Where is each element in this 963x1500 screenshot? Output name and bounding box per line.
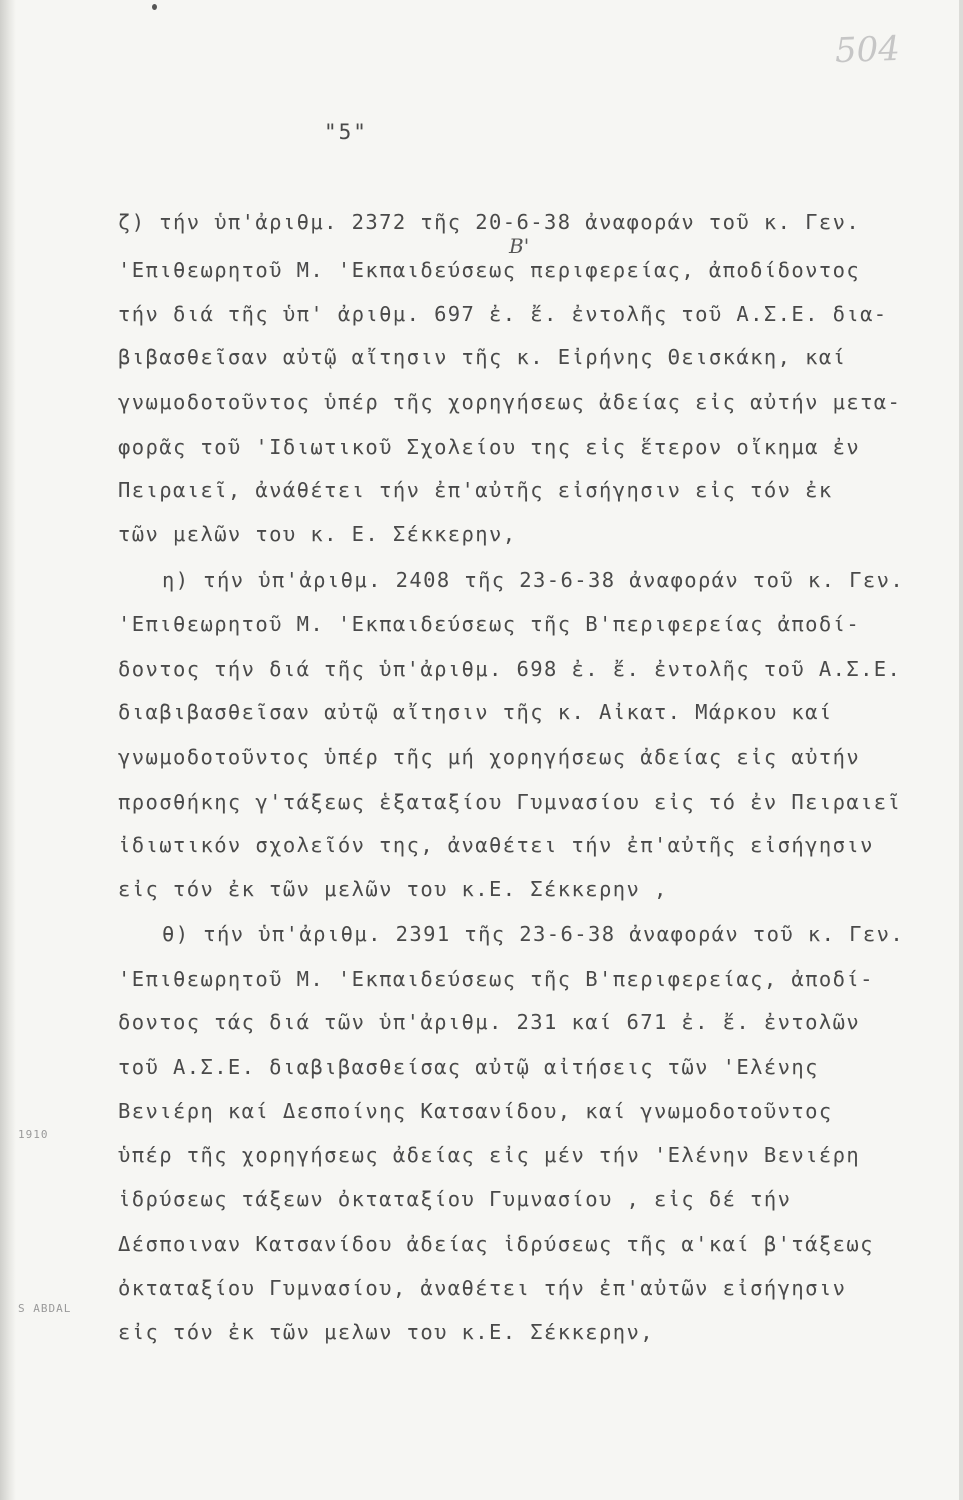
text-line: η) τήν ὑπ'ἀριθμ. 2408 τῆς 23-6-38 ἀναφοράν τοῦ κ. Γεν. — [162, 568, 905, 592]
text-line: ἰδιωτικόν σχολεῖόν της, ἀναθέτει τήν ἐπ'αὐτῆς εἰσήγησιν — [118, 833, 874, 857]
text-line: θ) τήν ὑπ'ἀριθμ. 2391 τῆς 23-6-38 ἀναφοράν τοῦ κ. Γεν. — [162, 922, 905, 946]
text-line: γνωμοδοτοῦντος ὑπέρ τῆς μή χορηγήσεως ἀδείας εἰς αὐτήν — [118, 745, 861, 769]
text-line: δοντος τήν διά τῆς ὑπ'ἀριθμ. 698 ἐ. ἔ. ἐντολῆς τοῦ Α.Σ.Ε. — [118, 657, 902, 681]
text-line: εἰς τόν ἐκ τῶν μελων του κ.Ε. Σέκκερην, — [118, 1320, 654, 1344]
text-line: προσθήκης γ'τάξεως ἑξαταξίου Γυμνασίου εἰς τό ἐν Πειραιεῖ — [118, 790, 902, 814]
binding-edge — [0, 0, 16, 1500]
ink-dot — [152, 4, 157, 10]
text-line: δοντος τάς διά τῶν ὑπ'ἀριθμ. 231 καί 671 ἐ. ἔ. ἐντολῶν — [118, 1010, 861, 1034]
margin-note: 1910 — [18, 1128, 49, 1141]
section-number: "5" — [324, 120, 368, 144]
text-line: ὑπέρ τῆς χορηγήσεως ἀδείας εἰς μέν τήν 'Ελένην Βενιέρη — [118, 1143, 861, 1167]
text-line: φορᾶς τοῦ 'Ιδιωτικοῦ Σχολείου της εἰς ἕτερον οἴκημα ἐν — [118, 435, 861, 459]
text-line: 'Επιθεωρητοῦ Μ. 'Εκπαιδεύσεως περιφερείας, ἀποδίδοντος — [118, 258, 861, 282]
text-line: τήν διά τῆς ὑπ' ἀριθμ. 697 ἐ. ἔ. ἐντολῆς τοῦ Α.Σ.Ε. δια- — [118, 302, 888, 326]
text-line: 'Επιθεωρητοῦ Μ. 'Εκπαιδεύσεως τῆς Β'περιφερείας ἀποδί- — [118, 612, 861, 636]
text-line: βιβασθεῖσαν αὐτῷ αἴτησιν τῆς κ. Εἰρήνης Θεισκάκη, καί — [118, 345, 847, 369]
text-line: τοῦ Α.Σ.Ε. διαβιβασθείσας αὐτῷ αἰτήσεις τῶν 'Ελένης — [118, 1055, 819, 1079]
text-line: Βενιέρη καί Δεσποίνης Κατσανίδου, καί γνωμοδοτοῦντος — [118, 1099, 833, 1123]
text-line: 'Επιθεωρητοῦ Μ. 'Εκπαιδεύσεως τῆς Β'περιφερείας, ἀποδί- — [118, 967, 874, 991]
text-line: διαβιβασθεῖσαν αὐτῷ αἴτησιν τῆς κ. Αἰκατ. Μάρκου καί — [118, 700, 833, 724]
text-line: τῶν μελῶν του κ. Ε. Σέκκερην, — [118, 522, 517, 546]
handwritten-annotation: B' — [509, 234, 530, 258]
handwritten-page-number: 504 — [834, 28, 901, 72]
margin-note: S ABDAL — [18, 1302, 72, 1315]
text-line: ἱδρύσεως τάξεων ὀκταταξίου Γυμνασίου , εἰς δέ τήν — [118, 1187, 792, 1211]
text-line: γνωμοδοτοῦντος ὑπέρ τῆς χορηγήσεως ἀδείας εἰς αὐτήν μετα- — [118, 390, 902, 414]
text-line: ζ) τήν ὑπ'ἀριθμ. 2372 τῆς 20-6-38 ἀναφοράν τοῦ κ. Γεν. — [118, 210, 861, 234]
page-edge — [959, 0, 963, 1500]
text-line: Πειραιεῖ, ἀνάθέτει τήν ἐπ'αὐτῆς εἰσήγησιν εἰς τόν ἐκ — [118, 478, 833, 502]
text-line: Δέσποιναν Κατσανίδου ἀδείας ἱδρύσεως τῆς α'καί β'τάξεως — [118, 1232, 874, 1256]
text-line: εἰς τόν ἐκ τῶν μελῶν του κ.Ε. Σέκκερην , — [118, 877, 668, 901]
text-line: ὀκταταξίου Γυμνασίου, ἀναθέτει τήν ἐπ'αὐτῶν εἰσήγησιν — [118, 1276, 847, 1300]
